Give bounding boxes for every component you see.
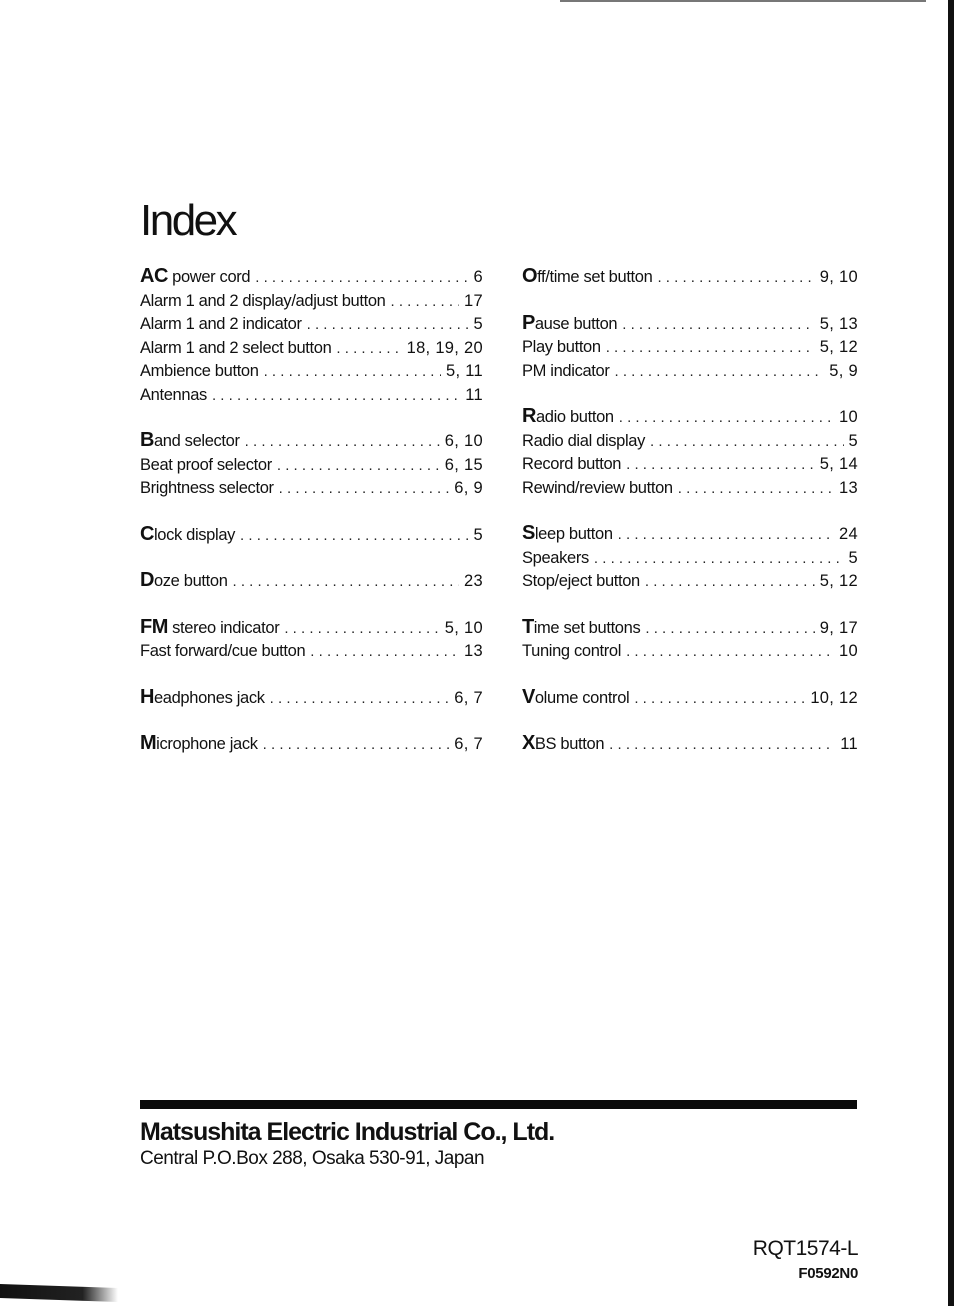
index-term xyxy=(140,732,258,756)
index-term xyxy=(522,547,589,570)
index-term-text: adio button xyxy=(535,408,614,426)
index-entry xyxy=(140,732,483,757)
page-numbers: 5 xyxy=(473,525,483,544)
index-term-text: Record button xyxy=(522,455,622,473)
page-numbers: 9, 10 xyxy=(819,268,858,286)
index-group xyxy=(140,569,483,594)
dot-leader xyxy=(622,314,815,337)
index-entry xyxy=(140,686,483,711)
index-group xyxy=(522,522,858,594)
index-entry xyxy=(522,265,858,290)
index-group xyxy=(522,312,858,384)
index-entry xyxy=(140,616,483,641)
index-entry xyxy=(522,430,858,454)
dot-leader xyxy=(615,361,825,384)
index-term xyxy=(140,477,274,500)
index-term-text: PM indicator xyxy=(522,361,610,380)
company-address: Central P.O.Box 288, Osaka 530-91, Japan xyxy=(140,1148,485,1169)
dot-leader xyxy=(678,478,834,501)
index-term-text: ime set buttons xyxy=(533,618,641,637)
index-term-text: Alarm 1 and 2 select button xyxy=(140,338,332,357)
index-term xyxy=(522,477,673,500)
index-term xyxy=(140,360,259,383)
index-entry xyxy=(522,477,858,501)
page-numbers: 6, 7 xyxy=(454,688,483,707)
index-term xyxy=(522,616,640,640)
index-term-text: Radio dial display xyxy=(522,431,646,450)
dot-leader xyxy=(245,431,440,454)
index-group xyxy=(140,686,483,711)
index-initial: P xyxy=(522,311,535,334)
dot-leader xyxy=(391,291,460,314)
dot-leader xyxy=(212,385,460,408)
index-term xyxy=(140,686,265,710)
index-group xyxy=(140,429,483,501)
index-entry xyxy=(522,360,858,384)
index-term-text: BS button xyxy=(534,735,605,753)
index-term xyxy=(522,360,610,383)
index-term xyxy=(522,522,613,546)
index-entry xyxy=(140,265,483,290)
index-initial: V xyxy=(522,685,535,708)
index-term-text: Tuning control xyxy=(522,642,622,660)
index-term-text: eadphones jack xyxy=(153,688,265,707)
page-edge xyxy=(948,0,954,1306)
company-name: Matsushita Electric Industrial Co., Ltd. xyxy=(140,1118,555,1146)
index-term xyxy=(140,454,272,477)
page-numbers: 6, 10 xyxy=(444,432,483,450)
page-numbers: 23 xyxy=(464,572,483,590)
index-entry xyxy=(522,405,858,430)
index-column-left xyxy=(140,265,483,779)
index-group xyxy=(522,616,858,664)
page-numbers: 5, 12 xyxy=(819,338,858,356)
index-term-text: Rewind/review button xyxy=(522,478,673,497)
page-numbers: 10 xyxy=(839,642,858,660)
page-numbers: 6, 7 xyxy=(454,735,483,753)
index-entry xyxy=(522,616,858,641)
index-term xyxy=(140,523,235,547)
index-entry xyxy=(522,547,858,571)
index-group xyxy=(522,732,858,757)
print-code: F0592N0 xyxy=(798,1265,858,1282)
index-term xyxy=(140,290,386,313)
index-term-text: icrophone jack xyxy=(156,735,258,753)
dot-leader xyxy=(657,267,814,290)
index-term xyxy=(140,313,302,336)
index-entry xyxy=(140,313,483,337)
index-term-text: Alarm 1 and 2 display/adjust button xyxy=(140,291,386,310)
index-term xyxy=(522,405,614,429)
index-term-text: Fast forward/cue button xyxy=(140,642,306,660)
index-initial: M xyxy=(140,732,157,754)
dot-leader xyxy=(270,688,450,711)
dot-leader xyxy=(618,524,834,547)
page-numbers: 5, 12 xyxy=(819,572,858,590)
page-numbers: 9, 17 xyxy=(819,618,858,637)
page-numbers: 5, 14 xyxy=(819,455,858,473)
dot-leader xyxy=(594,548,844,571)
page-numbers: 10 xyxy=(839,408,858,426)
dot-leader xyxy=(336,338,401,361)
index-term-text: Ambience button xyxy=(140,362,259,380)
index-term-text: and selector xyxy=(153,432,240,450)
dot-leader xyxy=(626,454,815,477)
index-initial: T xyxy=(522,615,534,638)
index-term xyxy=(522,312,617,336)
index-column-right xyxy=(522,265,858,779)
index-initial: B xyxy=(140,429,154,451)
index-term xyxy=(140,429,240,453)
page-numbers: 11 xyxy=(465,385,483,404)
index-initial: S xyxy=(522,522,535,544)
index-entry xyxy=(140,454,483,478)
page-numbers: 5, 9 xyxy=(829,361,858,380)
index-term xyxy=(140,640,305,663)
dot-leader xyxy=(279,478,450,501)
index-group xyxy=(522,265,858,290)
index-term xyxy=(140,616,279,640)
page-numbers: 5, 11 xyxy=(446,362,483,380)
index-term xyxy=(522,336,601,359)
index-term xyxy=(522,570,640,593)
index-entry xyxy=(140,337,483,361)
page-numbers: 11 xyxy=(840,735,858,753)
page-title: Index xyxy=(140,196,236,245)
index-initial: C xyxy=(140,522,154,545)
index-term xyxy=(522,453,621,476)
index-group xyxy=(140,265,483,407)
index-group xyxy=(140,616,483,664)
index-entry xyxy=(140,429,483,454)
index-initial: H xyxy=(140,685,154,708)
index-term-text: leep button xyxy=(534,525,613,543)
dot-leader xyxy=(645,571,815,594)
index-term-text: olume control xyxy=(534,688,630,707)
index-term-text: oze button xyxy=(153,572,228,590)
index-entry xyxy=(522,312,858,337)
index-term-text: ff/time set button xyxy=(537,268,653,286)
index-term xyxy=(522,686,629,710)
page-numbers: 5, 13 xyxy=(819,314,858,333)
page-numbers: 10, 12 xyxy=(810,688,858,707)
index-entry xyxy=(522,522,858,547)
page-numbers: 5 xyxy=(848,431,858,450)
index-term-text: power cord xyxy=(167,268,251,286)
index-term xyxy=(522,265,652,289)
dot-leader xyxy=(263,734,450,757)
index-entry xyxy=(522,686,858,711)
index-initial: FM xyxy=(140,615,168,638)
index-initial: O xyxy=(522,265,538,287)
index-term xyxy=(140,569,228,593)
page-numbers: 17 xyxy=(464,291,483,310)
index-term-text: Speakers xyxy=(522,548,589,567)
index-term-text: stereo indicator xyxy=(167,618,280,637)
index-initial: D xyxy=(140,569,154,591)
dot-leader xyxy=(619,407,834,430)
dot-leader xyxy=(233,571,460,594)
dot-leader xyxy=(606,337,815,360)
dot-leader xyxy=(310,641,459,664)
index-term xyxy=(140,384,207,407)
dot-leader xyxy=(634,688,805,711)
index-term-text: ause button xyxy=(534,314,618,333)
scan-artifact xyxy=(0,1284,118,1302)
index-entry xyxy=(140,477,483,501)
page-numbers: 5, 10 xyxy=(444,618,483,637)
index-term xyxy=(140,265,250,289)
index-term-text: Brightness selector xyxy=(140,479,274,497)
index-entry xyxy=(140,360,483,384)
index-term-text: Stop/eject button xyxy=(522,572,640,590)
index-entry xyxy=(140,290,483,314)
page-numbers: 13 xyxy=(464,642,483,660)
index-term-text: Antennas xyxy=(140,385,207,404)
footer-divider xyxy=(140,1100,857,1109)
index-entry xyxy=(140,523,483,548)
index-group xyxy=(140,732,483,757)
dot-leader xyxy=(650,431,843,454)
index-entry xyxy=(140,384,483,408)
index-term-text: Beat proof selector xyxy=(140,455,272,474)
index-entry xyxy=(522,336,858,360)
top-rule xyxy=(560,0,926,2)
index-term xyxy=(522,640,621,663)
page-numbers: 6, 15 xyxy=(444,455,483,474)
index-group xyxy=(140,523,483,548)
dot-leader xyxy=(645,618,814,641)
model-code: RQT1574-L xyxy=(752,1237,858,1260)
index-entry xyxy=(522,570,858,594)
dot-leader xyxy=(264,361,441,384)
index-entry xyxy=(140,569,483,594)
index-entry xyxy=(140,640,483,664)
index-entry xyxy=(522,640,858,664)
dot-leader xyxy=(609,734,835,757)
dot-leader xyxy=(255,267,468,290)
page-numbers: 24 xyxy=(839,525,858,543)
page-numbers: 5 xyxy=(473,315,483,333)
dot-leader xyxy=(284,618,439,641)
page-numbers: 5 xyxy=(848,548,858,567)
page-numbers: 18, 19, 20 xyxy=(406,338,483,357)
page-numbers: 13 xyxy=(839,478,858,497)
index-entry xyxy=(522,732,858,757)
index-term xyxy=(522,430,645,453)
dot-leader xyxy=(626,641,834,664)
index-entry xyxy=(522,453,858,477)
index-group xyxy=(522,405,858,500)
index-initial: X xyxy=(522,732,535,754)
index-term-text: Alarm 1 and 2 indicator xyxy=(140,315,302,333)
page-numbers: 6, 9 xyxy=(454,479,483,497)
index-initial: R xyxy=(522,405,536,427)
index-term xyxy=(522,732,604,756)
page-numbers: 6 xyxy=(473,268,483,286)
index-term-text: lock display xyxy=(153,525,236,544)
dot-leader xyxy=(277,455,440,478)
index-term-text: Play button xyxy=(522,338,601,356)
index-group xyxy=(522,686,858,711)
dot-leader xyxy=(307,314,469,337)
dot-leader xyxy=(240,525,468,548)
index-initial: AC xyxy=(140,265,168,287)
index-term xyxy=(140,337,331,360)
